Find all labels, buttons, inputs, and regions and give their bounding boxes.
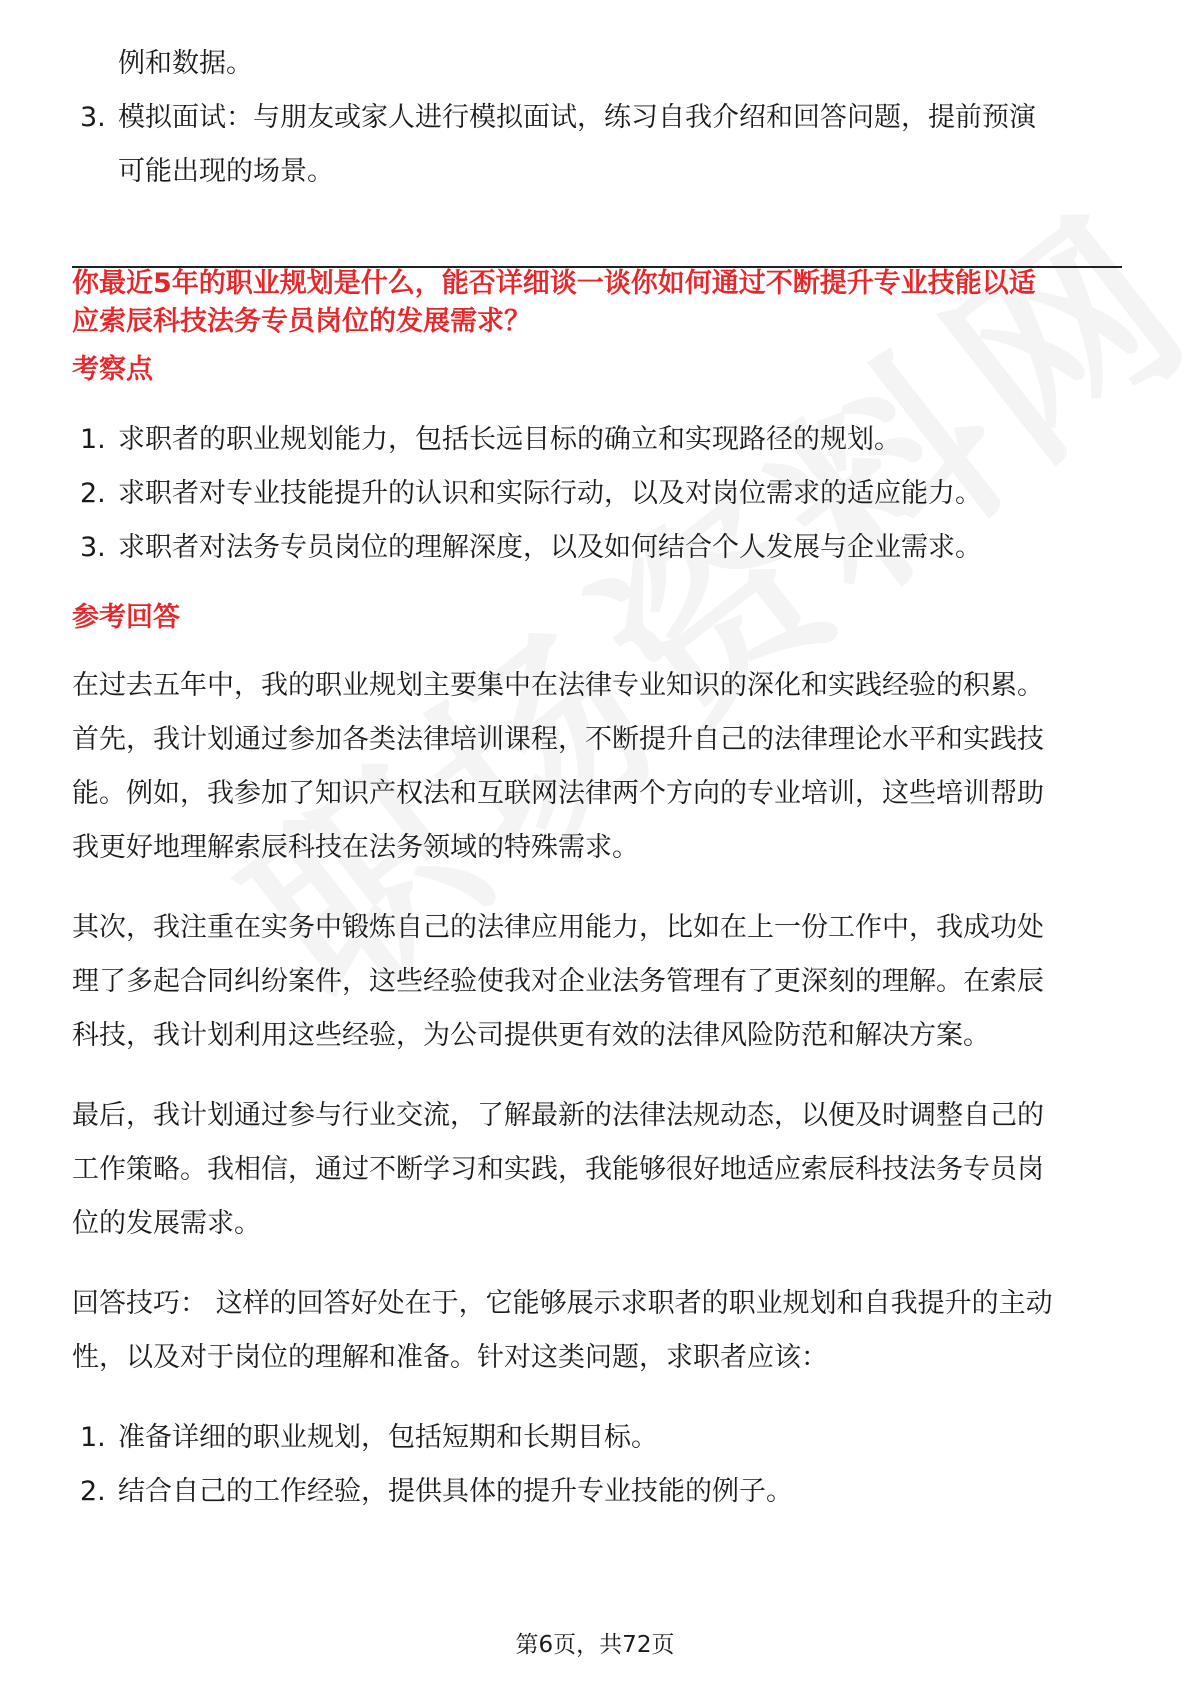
- question-title-line-2: 应索辰科技法务专员岗位的发展需求？: [72, 306, 531, 337]
- document-page: [72, 0, 1122, 1684]
- list-item-text: 模拟面试：与朋友或家人进行模拟面试，练习自我介绍和回答问题，提前预演: [118, 102, 1036, 133]
- assessment-item-number: 2.: [80, 478, 106, 509]
- tip-item-number: 1.: [80, 1422, 106, 1453]
- answer-paragraph-3-line: 最后，我计划通过参与行业交流，了解最新的法律法规动态，以便及时调整自己的: [72, 1100, 1044, 1131]
- answer-tips-line: 性，以及对于岗位的理解和准备。针对这类问题，求职者应该：: [72, 1342, 828, 1373]
- answer-heading: 参考回答: [72, 602, 180, 633]
- answer-tips-line: 回答技巧： 这样的回答好处在于，它能够展示求职者的职业规划和自我提升的主动: [72, 1288, 1053, 1319]
- page-number-footer: 第6页，共72页: [515, 1632, 675, 1658]
- list-item-number: 3.: [80, 102, 106, 133]
- tip-item-text: 结合自己的工作经验，提供具体的提升专业技能的例子。: [118, 1476, 793, 1507]
- answer-paragraph-2-line: 理了多起合同纠纷案件，这些经验使我对企业法务管理有了更深刻的理解。在索辰: [72, 966, 1044, 997]
- tip-item-number: 2.: [80, 1476, 106, 1507]
- list-item-text-continuation: 可能出现的场景。: [118, 156, 334, 187]
- assessment-item-number: 3.: [80, 532, 106, 563]
- answer-paragraph-2-line: 其次，我注重在实务中锻炼自己的法律应用能力，比如在上一份工作中，我成功处: [72, 912, 1044, 943]
- answer-paragraph-1-line: 在过去五年中，我的职业规划主要集中在法律专业知识的深化和实践经验的积累。: [72, 670, 1044, 701]
- answer-paragraph-3-line: 位的发展需求。: [72, 1208, 261, 1239]
- answer-paragraph-2-line: 科技，我计划利用这些经验，为公司提供更有效的法律风险防范和解决方案。: [72, 1020, 990, 1051]
- tip-item-text: 准备详细的职业规划，包括短期和长期目标。: [118, 1422, 658, 1453]
- answer-paragraph-1-line: 我更好地理解索辰科技在法务领域的特殊需求。: [72, 832, 639, 863]
- list-item-continuation: 例和数据。: [118, 48, 253, 79]
- assessment-heading: 考察点: [72, 354, 153, 385]
- assessment-item-text: 求职者对专业技能提升的认识和实际行动，以及对岗位需求的适应能力。: [118, 478, 982, 509]
- question-title-line-1: 你最近5年的职业规划是什么，能否详细谈一谈你如何通过不断提升专业技能以适: [72, 268, 1036, 299]
- assessment-item-text: 求职者的职业规划能力，包括长远目标的确立和实现路径的规划。: [118, 424, 901, 455]
- answer-paragraph-1-line: 能。例如，我参加了知识产权法和互联网法律两个方向的专业培训，这些培训帮助: [72, 778, 1044, 809]
- answer-paragraph-1-line: 首先，我计划通过参加各类法律培训课程，不断提升自己的法律理论水平和实践技: [72, 724, 1044, 755]
- answer-paragraph-3-line: 工作策略。我相信，通过不断学习和实践，我能够很好地适应索辰科技法务专员岗: [72, 1154, 1044, 1185]
- assessment-item-text: 求职者对法务专员岗位的理解深度，以及如何结合个人发展与企业需求。: [118, 532, 982, 563]
- assessment-item-number: 1.: [80, 424, 106, 455]
